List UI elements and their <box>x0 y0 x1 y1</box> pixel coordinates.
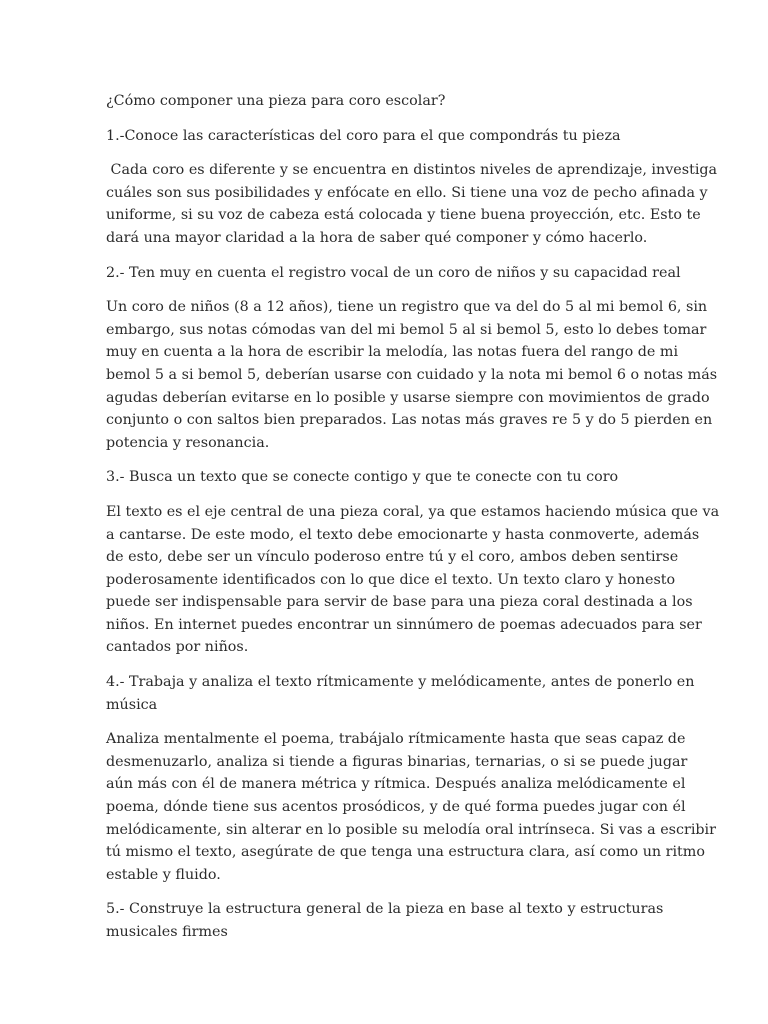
heading-line: 3.- Busca un texto que se conecte contigo y que te conecte con tu coro <box>106 469 619 486</box>
paragraph-line: niños. En internet puedes encontrar un sinnúmero de poemas adecuados para ser <box>106 616 702 633</box>
heading-line: 2.- Ten muy en cuenta el registro vocal de un coro de niños y su capacidad real <box>106 264 681 281</box>
paragraph-line: aún más con él de manera métrica y rítmica. Después analiza melódicamente el <box>106 776 686 793</box>
paragraph-line: a cantarse. De este modo, el texto debe emocionarte y hasta conmoverte, además <box>106 526 700 543</box>
paragraph-line: cuáles son sus posibilidades y enfócate en ello. Si tiene una voz de pecho afinada y <box>106 184 708 201</box>
paragraph-line: puede ser indispensable para servir de base para una pieza coral destinada a los <box>106 594 693 611</box>
document-title: ¿Cómo componer una pieza para coro escolar? <box>106 93 446 109</box>
section-2-heading <box>106 262 681 285</box>
section-1-paragraph <box>106 159 718 249</box>
paragraph-line: melódicamente, sin alterar en lo posible su melodía oral intrínseca. Si vas a escribir <box>106 821 716 838</box>
heading-line: 4.- Trabaja y analiza el texto rítmicamente y melódicamente, antes de ponerlo en <box>106 674 695 691</box>
section-4-paragraph <box>106 728 716 886</box>
paragraph-line: uniforme, si su voz de cabeza está colocada y tiene buena proyección, etc. Esto te <box>106 207 701 224</box>
paragraph-line: tú mismo el texto, asegúrate de que tenga una estructura clara, así como un ritmo <box>106 844 705 861</box>
paragraph-line: muy en cuenta a la hora de escribir la melodía, las notas fuera del rango de mi <box>106 344 679 361</box>
section-3-paragraph <box>106 501 720 659</box>
paragraph-line: estable y fluido. <box>106 866 221 883</box>
section-5-heading <box>106 898 668 943</box>
paragraph-line: Analiza mentalmente el poema, trabájalo rítmicamente hasta que seas capaz de <box>106 731 686 748</box>
section-4-heading <box>106 671 695 716</box>
paragraph-line: conjunto o con saltos bien preparados. Las notas más graves re 5 y do 5 pierden en <box>106 412 713 429</box>
section-1-heading <box>106 125 668 148</box>
paragraph-line: agudas deberían evitarse en lo posible y usarse siempre con movimientos de grado <box>106 389 710 406</box>
paragraph-line: cantados por niños. <box>106 639 249 656</box>
paragraph-line: de esto, debe ser un vínculo poderoso entre tú y el coro, ambos deben sentirse <box>106 549 679 566</box>
paragraph-line: poema, dónde tiene sus acentos prosódicos, y de qué forma puedes jugar con él <box>106 799 686 816</box>
paragraph-line: potencia y resonancia. <box>106 434 270 451</box>
paragraph-line: desmenuzarlo, analiza si tiende a figuras binarias, ternarias, o si se puede jugar <box>106 753 688 770</box>
heading-line: musicales firmes <box>106 924 228 940</box>
paragraph-line: bemol 5 a si bemol 5, deberían usarse con cuidado y la nota mi bemol 6 o notas más <box>106 366 718 383</box>
paragraph-line: poderosamente identificados con lo que dice el texto. Un texto claro y honesto <box>106 571 676 588</box>
paragraph-line: dará una mayor claridad a la hora de saber qué componer y cómo hacerlo. <box>106 229 648 246</box>
paragraph-line: Cada coro es diferente y se encuentra en distintos niveles de aprendizaje, investiga <box>106 162 718 179</box>
section-3-heading <box>106 466 668 489</box>
heading-line: 5.- Construye la estructura general de la pieza en base al texto y estructuras <box>106 901 664 918</box>
heading-line: 1.-Conoce las características del coro para el que compondrás tu pieza <box>106 127 621 144</box>
paragraph-line: Un coro de niños (8 a 12 años), tiene un registro que va del do 5 al mi bemol 6, sin <box>106 299 708 316</box>
section-2-paragraph <box>106 296 718 454</box>
paragraph-line: embargo, sus notas cómodas van del mi bemol 5 al si bemol 5, esto lo debes tomar <box>106 321 707 338</box>
paragraph-line: El texto es el eje central de una pieza coral, ya que estamos haciendo música que va <box>106 503 720 520</box>
heading-line: música <box>106 696 158 713</box>
